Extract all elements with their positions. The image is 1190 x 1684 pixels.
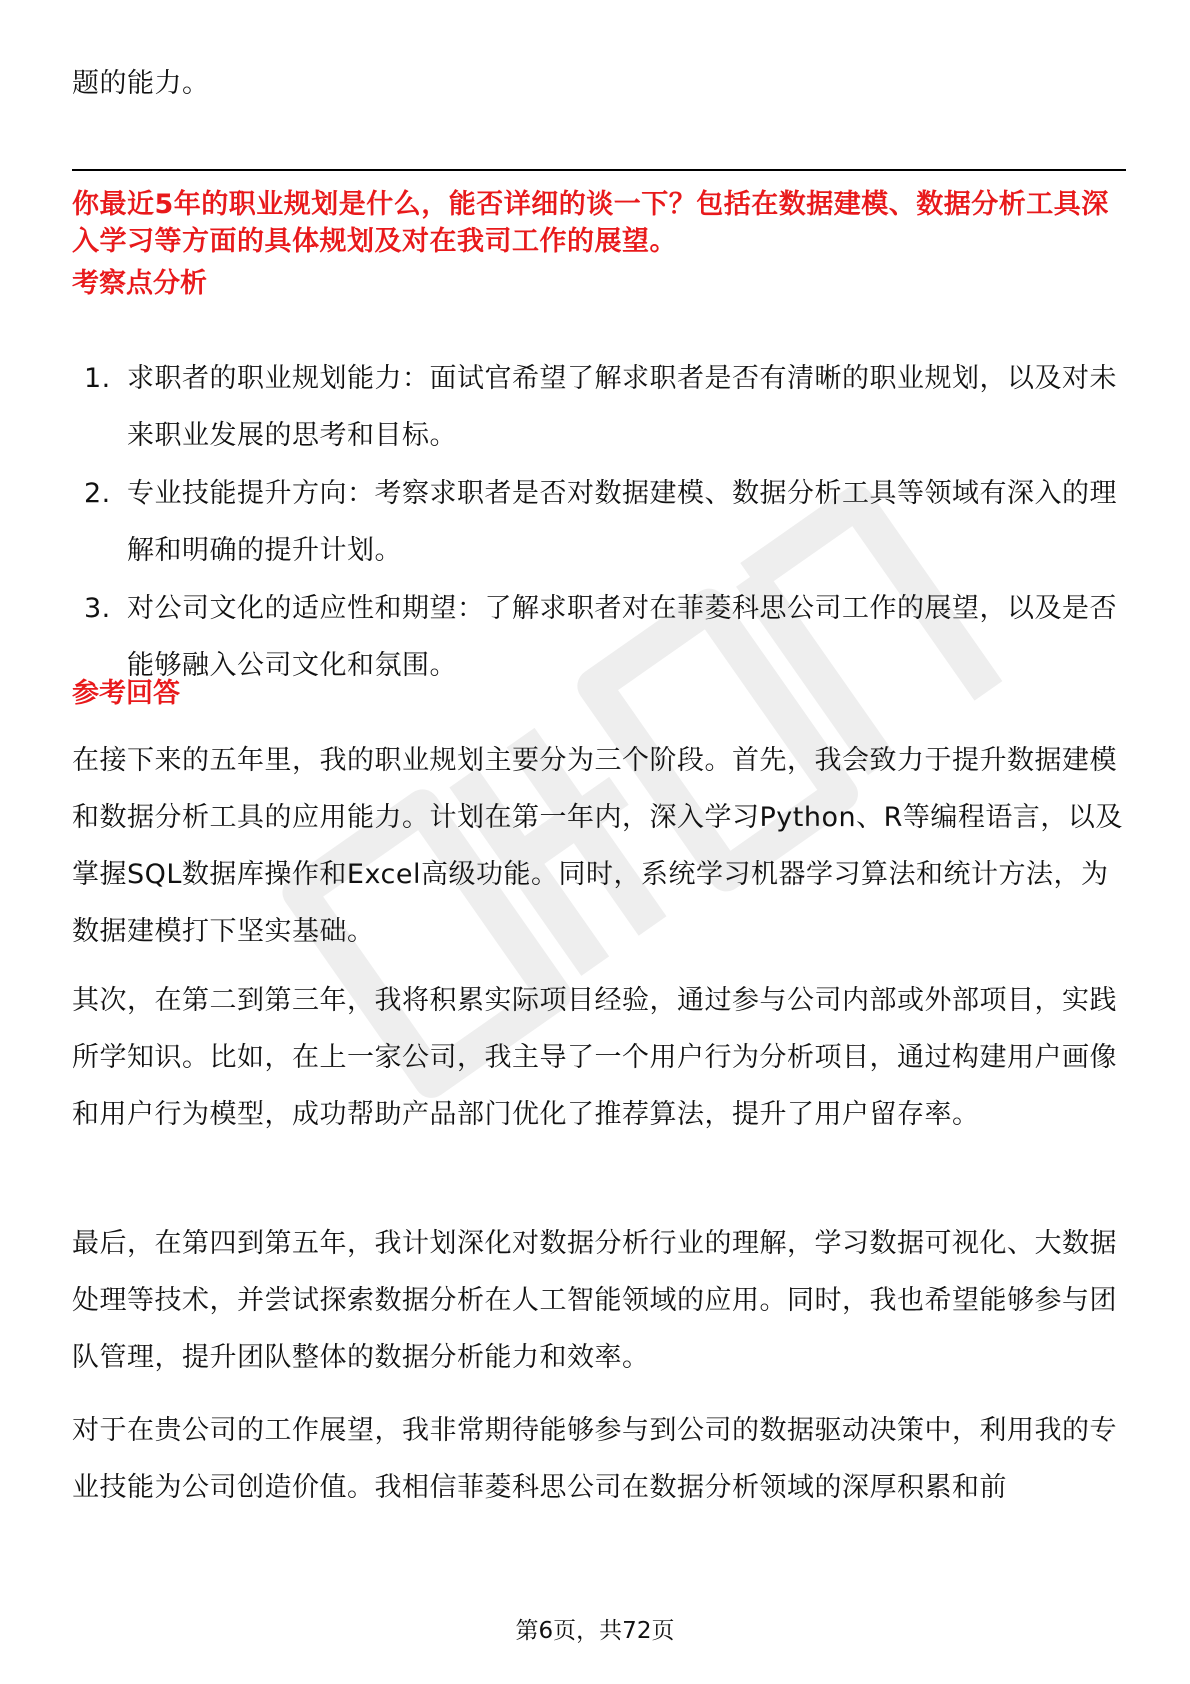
list-item-number: 1. (84, 363, 111, 394)
analysis-list (72, 350, 1126, 695)
answer-paragraph: 对于在贵公司的工作展望，我非常期待能够参与到公司的数据驱动决策中，利用我的专业技能为公司创造价值。我相信菲菱科思公司在数据分析领域的深厚积累和前 (72, 1415, 1117, 1503)
question-title: 你最近5年的职业规划是什么，能否详细的谈一下？包括在数据建模、数据分析工具深入学习等方面的具体规划及对在我司工作的展望。 (72, 189, 1109, 257)
page-footer: 第6页，共72页 (515, 1618, 675, 1644)
list-item-text: 求职者的职业规划能力：面试官希望了解求职者是否有清晰的职业规划，以及对未来职业发展的思考和目标。 (127, 363, 1117, 451)
answer-paragraph: 在接下来的五年里，我的职业规划主要分为三个阶段。首先，我会致力于提升数据建模和数据分析工具的应用能力。计划在第一年内，深入学习Python、R等编程语言，以及掌握SQL数据库操作和Excel高级功能。同时，系统学习机器学习算法和统计方法，为数据建模打下坚实基础。 (72, 745, 1123, 947)
section-divider (72, 169, 1126, 171)
list-item (72, 580, 1126, 694)
answer-heading: 参考回答 (72, 678, 180, 709)
list-item (72, 350, 1126, 464)
list-item (72, 465, 1126, 579)
answer-paragraph: 其次，在第二到第三年，我将积累实际项目经验，通过参与公司内部或外部项目，实践所学知识。比如，在上一家公司，我主导了一个用户行为分析项目，通过构建用户画像和用户行为模型，成功帮助产品部门优化了推荐算法，提升了用户留存率。 (72, 985, 1117, 1130)
analysis-heading: 考察点分析 (72, 268, 207, 299)
list-item-number: 3. (84, 593, 111, 624)
list-item-number: 2. (84, 478, 111, 509)
top-fragment: 题的能力。 (72, 68, 210, 99)
list-item-text: 专业技能提升方向：考察求职者是否对数据建模、数据分析工具等领域有深入的理解和明确的提升计划。 (127, 478, 1117, 566)
list-item-text: 对公司文化的适应性和期望：了解求职者对在菲菱科思公司工作的展望，以及是否能够融入公司文化和氛围。 (127, 593, 1117, 681)
answer-paragraph: 最后，在第四到第五年，我计划深化对数据分析行业的理解，学习数据可视化、大数据处理等技术，并尝试探索数据分析在人工智能领域的应用。同时，我也希望能够参与团队管理，提升团队整体的数据分析能力和效率。 (72, 1228, 1117, 1373)
